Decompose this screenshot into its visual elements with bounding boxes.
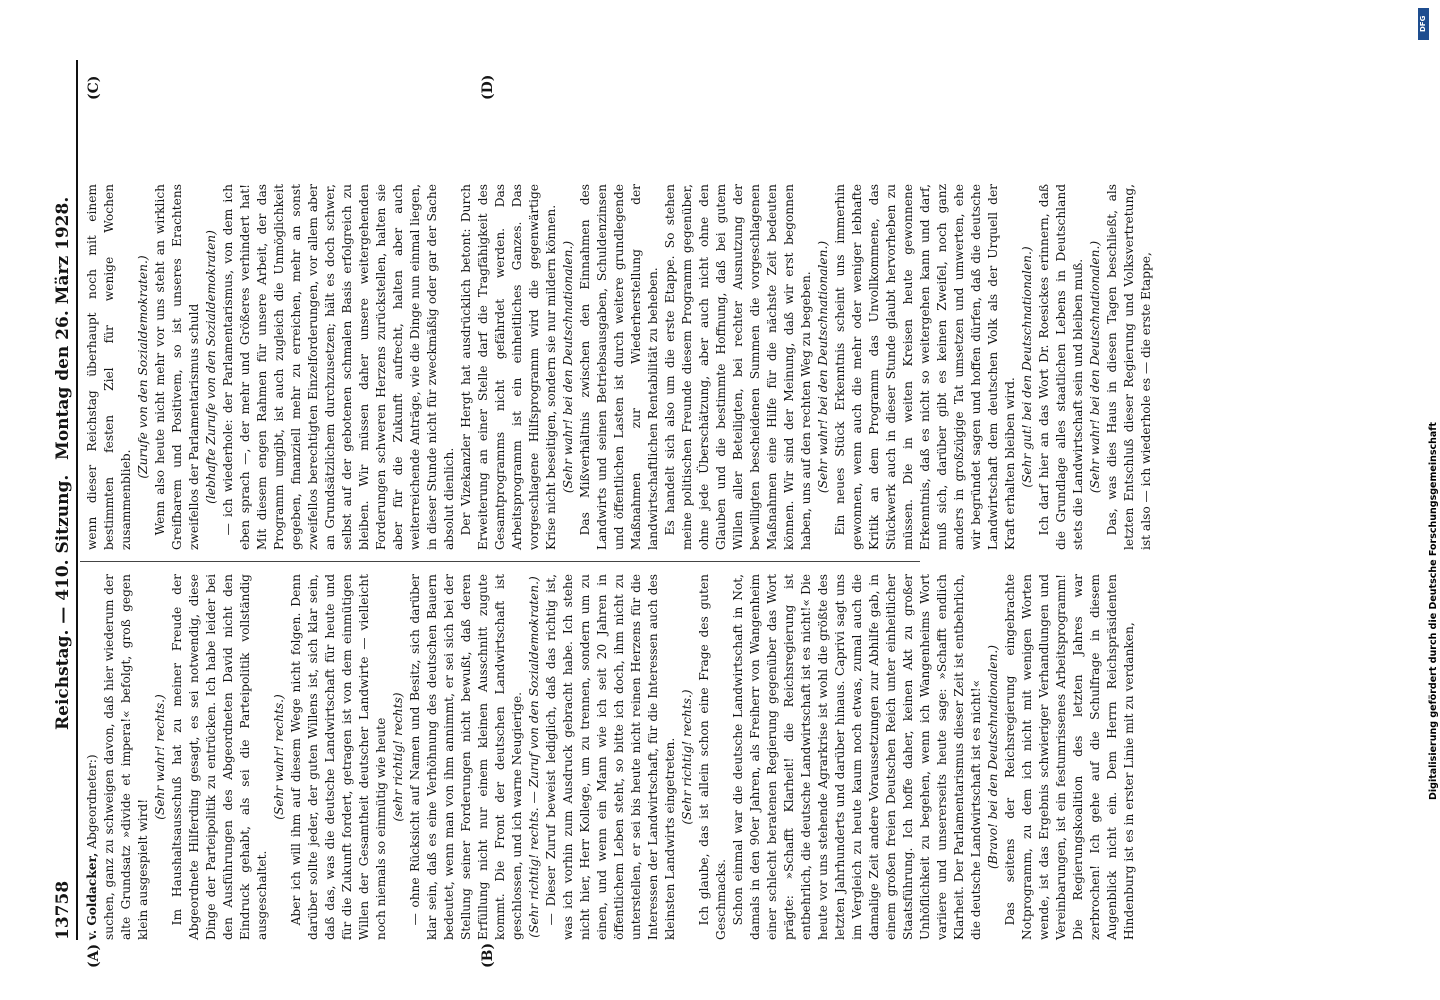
- margin-marker-c: (C): [86, 75, 102, 100]
- speaker-role: Abgeordneter:): [85, 754, 99, 849]
- paragraph: — ohne Rücksicht auf Namen und Besitz, sich darüber klar sein, daß es eine Verhöhnung des deutschen Bauern bedeutet, wenn man von ihm annimmt, er sei sich bei der Stellung seiner Forderungen nicht bewußt, daß deren Erfüllung nicht nur einem kleinen Ausschnitt zugute kommt. Die Front der deutschen Landwirtschaft ist geschlossen, und ich warne Neugierige.: [408, 574, 524, 940]
- paragraph: Es handelt sich also um die erste Etappe. So stehen meine politischen Freunde diesem Programm gegenüber, ohne jede Überschätzung, aber auch nicht ohne den Glauben und die bestimmte Hoffnung, daß bei gutem Willen aller Beteiligten, bei rechter Ausnutzung der bewilligten bescheidenen Summen die vorgeschlagenen Maßnahmen eine Hilfe für die nächste Zeit bedeuten können. Wir sind der Meinung, daß wir erst begonnen haben, uns auf den rechten Weg zu begeben.: [663, 184, 813, 550]
- interjection: (Sehr wahr! rechts.): [272, 694, 286, 820]
- paragraph: Im Haushaltsausschuß hat zu meiner Freude der Abgeordnete Hilferding gesagt, es sei notwendig, diese Dinge der Parteipolitik zu entrücken. Ich habe leider bei den Ausführungen des Abgeordneten David nicht den Eindruck gehabt, als sei die Parteipolitik vollständig ausgeschaltet.: [170, 574, 269, 940]
- text-column-left: [84, 574, 1136, 940]
- interjection: (lebhafte Zurufe von den Sozialdemokraten): [204, 230, 218, 504]
- session-title: Reichstag. — 410. Sitzung.: [53, 474, 73, 730]
- paragraph: Ein neues Stück Erkenntnis scheint uns immerhin gewonnen, wenn auch die mehr oder weniger lebhafte Kritik an dem Programm das Unvollkommene, das Stückwerk auch in dieser Stunde glaubt hervorheben zu müssen. Die in weiten Kreisen heute gewonnene Erkenntnis, daß es nicht so weitergehen kann und darf, muß sich, darüber gibt es keinen Zweifel, noch ganz anders in großzügige Tat umsetzen und umwerten, ehe wir begründet sagen und hoffen dürfen, daß die deutsche Landwirtschaft dem deutschen Volk als der Urquell der Kraft erhalten bleiben wird.: [833, 184, 1017, 550]
- paragraph: — Dieser Zuruf beweist lediglich, daß das richtig ist, was ich vorhin zum Ausdruck gebracht habe. Ich stehe nicht hier, Herr Kollege, um zu trennen, sondern um zu einen, und wenn ein Mann wie ich seit 20 Jahren in öffentlichem Leben steht, so bitte ich doch, ihm nicht zu unterstellen, er sei bis heute nicht reinen Herzens für die Interessen der Landwirtschaft, für die Interessen auch des kleinsten Landwirts eingetreten.: [544, 574, 677, 940]
- margin-marker-b: (B): [480, 942, 496, 968]
- interjection: (Sehr richtig! rechts.): [680, 689, 694, 825]
- margin-marker-a: (A): [86, 943, 102, 968]
- paragraph: Das, was dies Haus in diesen Tagen beschließt, als letzten Entschluß dieser Regierung und Volksvertretung, ist also — ich wiederhole es — die erste Etappe,: [1105, 184, 1153, 550]
- interjection: (Sehr wahr! bei den Deutschnationalen.): [816, 240, 830, 494]
- paragraph: Der Vizekanzler Hergt hat ausdrücklich betont: Durch Erweiterung an einer Stelle darf die Tragfähigkeit des Gesamtprogramms nicht gefährdet werden. Das Arbeitsprogramm ist ein einheitliches Ganzes. Das vorgeschlagene Hilfsprogramm wird die gegenwärtige Krise nicht beseitigen, sondern sie nur mildern können.: [459, 184, 558, 550]
- paragraph: Wenn also heute nicht mehr vor uns steht an wirklich Greifbarem und Positivem, so ist unseres Erachtens zweifellos der Parlamentarismus schuld: [153, 184, 201, 550]
- dfg-logo: DFG: [1418, 8, 1429, 40]
- paragraph: Ich darf hier an das Wort Dr. Roesickes erinnern, daß die Grundlage alles staatlichen Lebens in Deutschland stets die Landwirtschaft sein und bleiben muß.: [1037, 184, 1085, 550]
- interjection: (Sehr wahr! bei den Deutschnationalen.): [1088, 240, 1102, 494]
- paragraph: suchen, ganz zu schweigen davon, daß hier wiederum der alte Grundsatz »divide et impera!« befolgt, groß gegen klein ausgespielt wird!: [102, 574, 150, 940]
- speaker-line: [84, 574, 101, 940]
- paragraph: Das seitens der Reichsregierung eingebrachte Notprogramm, zu dem ich nicht mit wenigen Worten wende, ist das Ergebnis schwieriger Verhandlungen und Vereinbarungen, ist ein festumrissenes Arbeitsprogramm! Die Regierungskoalition des letzten Jahres war zerbrochen! Ich gehe auf die Schulfrage in diesem Augenblick nicht ein. Dem Herrn Reichspräsidenten Hindenburg ist es in erster Linie mit zu verdanken,: [1003, 574, 1136, 940]
- paragraph: Ich glaube, das ist allein schon eine Frage des guten Geschmacks.: [697, 574, 728, 940]
- margin-marker-d: (D): [480, 74, 496, 100]
- column-divider: [80, 561, 920, 562]
- page-header: [50, 60, 78, 940]
- rotated-document-page: [50, 60, 1153, 968]
- interjection: (Zurufe von den Sozialdemokraten.): [136, 255, 150, 479]
- paragraph: wenn dieser Reichstag überhaupt noch mit einem bestimmten festen Ziel für wenige Wochen zusammenblieb.: [85, 184, 133, 550]
- interjection: (Sehr wahr! rechts.): [153, 694, 167, 820]
- paragraph: Das Mißverhältnis zwischen den Einnahmen des Landwirts und seinen Betriebsausgaben, Schuldenzinsen und öffentlichen Lasten ist durch weitere grundlegende Maßnahmen zur Wiederherstellung der landwirtschaftlichen Rentabilität zu beheben.: [578, 184, 660, 550]
- text-column-right: [84, 184, 1153, 550]
- session-date: Montag den 26. März 1928.: [53, 196, 73, 460]
- paragraph: Schon einmal war die deutsche Landwirtschaft in Not, damals in den 90er Jahren, als Freiherr von Wangenheim einer schlecht beratenen Regierung gegenüber das Wort prägte: »Schafft Klarheit! die Reichsregierung ist entbehrlich, die deutsche Landwirtschaft ist es nicht!« Die heute vor uns stehende Agrarkrise ist wohl die größte des letzten Jahrhunderts und darüber hinaus. Caprivi sagt uns im Vergleich zu heute kaum noch etwas, zumal auch die damalige Zeit andere Voraussetzungen zur Abhilfe gab, in einem großen freien Deutschen Reich unter einheitlicher Staatsführung. Ich hoffe daher, keinen Akt zu großer Unhöflichkeit zu begehen, wenn ich Wangenheims Wort variiere und unsererseits heute sage: »Schafft endlich Klarheit. Der Parlamentarismus dieser Zeit ist entbehrlich, die deutsche Landwirtschaft ist es nicht!«: [731, 574, 983, 940]
- speaker-name: v. Goldacker,: [85, 852, 99, 940]
- funding-note: Digitalisierung gefördert durch die Deutsche Forschungsgemeinschaft: [1428, 422, 1439, 800]
- interjection: (Sehr gut! bei den Deutschnationalen.): [1020, 246, 1034, 488]
- interjection: (sehr richtig! rechts): [391, 692, 405, 822]
- paragraph: Aber ich will ihm auf diesem Wege nicht folgen. Denn darüber sollte jeder, der guten Willens ist, sich klar sein, daß das, was die deutsche Landwirtschaft für heute und für die Zukunft fordert, getragen ist von dem einmütigen Willen der Gesamtheit deutscher Landwirte — vielleicht noch niemals so einmütig wie heute: [289, 574, 388, 940]
- interjection: (Sehr wahr! bei den Deutschnationalen.): [561, 240, 575, 494]
- interjection: (Sehr richtig! rechts. — Zuruf von den Sozialdemokraten.): [527, 576, 541, 938]
- paragraph: — ich wiederhole: der Parlamentarismus, von dem ich eben sprach —, der mehr und Größeres verhindert hat! Mit diesem engen Rahmen für unsere Arbeit, der das Programm umgibt, ist auch zugleich die Unmöglichkeit gegeben, finanziell mehr zu erreichen, mehr an sonst zweifellos berechtigten Einzelforderungen, vor allem aber an Grundsätzlichem durchzusetzen; hält es doch schwer, selbst auf der gebotenen schmalen Basis erfolgreich zu bleiben. Wir müssen daher unsere weitergehenden Forderungen schweren Herzens zurückstellen, halten sie aber für die Zukunft aufrecht, halten aber auch weiterreichende Anträge, wie die Dinge nun einmal liegen, in dieser Stunde nicht für zweckmäßig oder gar der Sache absolut dienlich.: [221, 184, 456, 550]
- interjection: (Bravo! bei den Deutschnationalen.): [986, 645, 1000, 869]
- page-number: 13758: [53, 880, 73, 940]
